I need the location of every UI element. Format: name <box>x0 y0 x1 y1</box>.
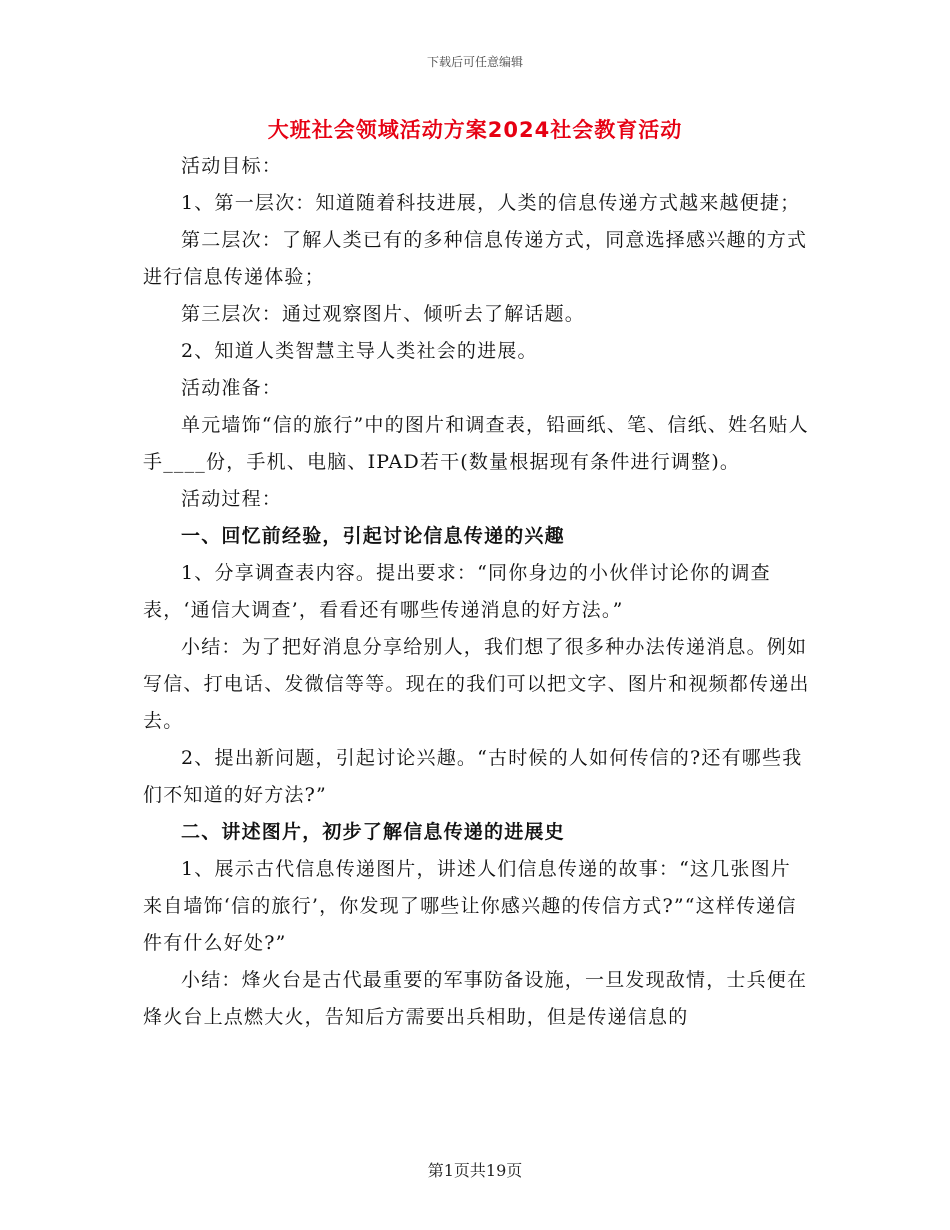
document-body <box>143 148 810 1036</box>
paragraph: 2、提出新问题，引起讨论兴趣。“古时候的人如何传信的?还有哪些我们不知道的好方法?” <box>143 747 803 806</box>
paragraph: 小结：为了把好消息分享给别人，我们想了很多种办法传递消息。例如写信、打电话、发微信等等。现在的我们可以把文字、图片和视频都传递出去。 <box>143 636 810 732</box>
paragraph: 单元墙饰“信的旅行”中的图片和调查表，铅画纸、笔、信纸、姓名贴人手____份，手机、电脑、IPAD若干(数量根据现有条件进行调整)。 <box>143 414 809 473</box>
page-footer: 第1页共19页 <box>427 1161 523 1180</box>
page-header: 下载后可任意编辑 <box>426 55 523 69</box>
paragraph: 活动准备： <box>181 377 283 399</box>
paragraph: 活动目标： <box>181 155 283 177</box>
paragraph: 第二层次：了解人类已有的多种信息传递方式，同意选择感兴趣的方式进行信息传递体验； <box>143 229 808 288</box>
paragraph: 1、分享调查表内容。提出要求：“同你身边的小伙伴讨论你的调查表，‘通信大调查’，看看还有哪些传递消息的好方法。” <box>143 562 771 621</box>
paragraph: 2、知道人类智慧主导人类社会的进展。 <box>181 340 538 362</box>
paragraph: 1、展示古代信息传递图片，讲述人们信息传递的故事：“这几张图片来自墙饰‘信的旅行’，你发现了哪些让你感兴趣的传信方式?”“这样传递信件有什么好处?” <box>143 858 797 954</box>
paragraph: 小结：烽火台是古代最重要的军事防备设施，一旦发现敌情，士兵便在烽火台上点燃大火，告知后方需要出兵相助，但是传递信息的 <box>143 969 808 1028</box>
document-title: 大班社会领域活动方案2024社会教育活动 <box>267 118 683 142</box>
paragraph: 第三层次：通过观察图片、倾听去了解话题。 <box>181 303 586 325</box>
section-heading: 二、讲述图片，初步了解信息传递的进展史 <box>181 821 565 843</box>
paragraph: 活动过程： <box>181 488 283 510</box>
section-heading: 一、回忆前经验，引起讨论信息传递的兴趣 <box>181 525 565 547</box>
paragraph: 1、第一层次：知道随着科技进展，人类的信息传递方式越来越便捷； <box>181 192 801 214</box>
